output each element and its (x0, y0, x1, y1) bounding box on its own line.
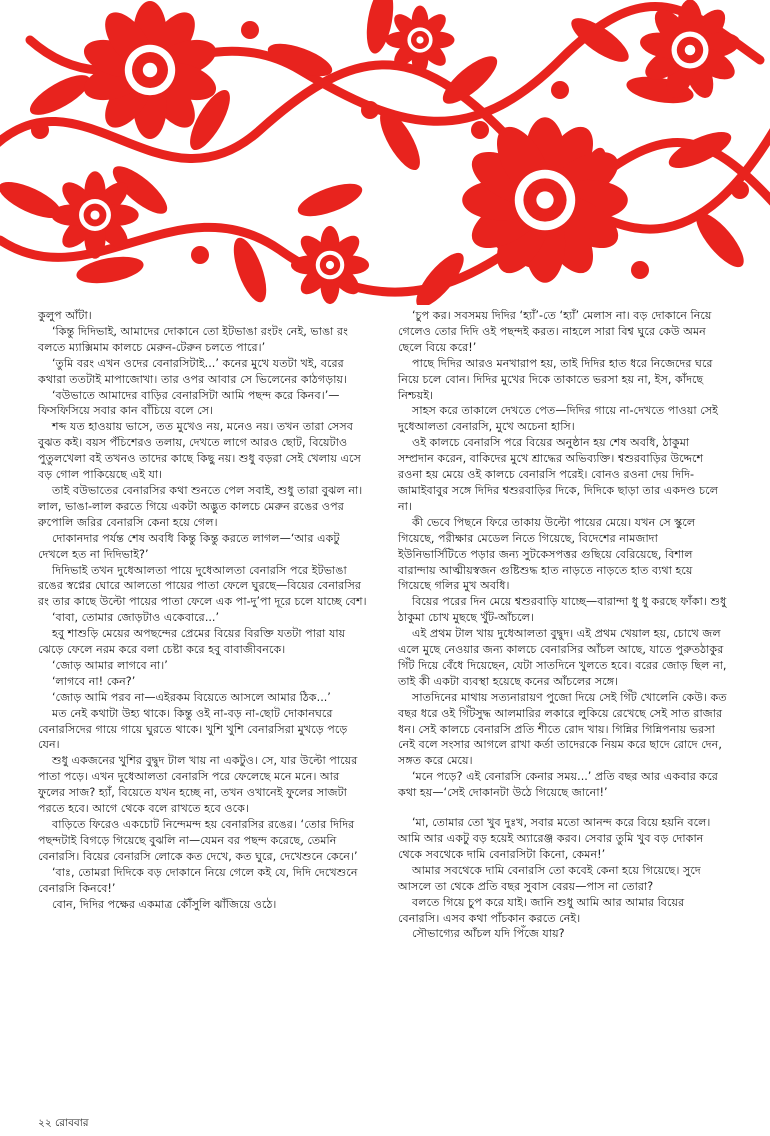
leaf (362, 0, 397, 56)
bud (361, 101, 379, 119)
flower-eye (143, 63, 157, 77)
paragraph: ‘জোড় আমার লাগবে না।’ (52, 658, 168, 672)
flower-eye (416, 36, 423, 43)
paragraph: আমার সবথেকে দামি বেনারসি তো কবেই কেনা হয়ে গিয়েছে। সুদে আসলে তা থেকে প্রতি বছর সুবাস বেরয়—পাস না তোরা? (398, 863, 701, 893)
paragraph: এই প্রথম টাল খায় দুধেআলতা বুদ্বুদ। এই প্রথম খেয়াল হয়, চোখে জল এলে মুছে নেওয়ার জন্য কালচে বেনারসির আঁচল আছে, যাতে পুরুতঠাকুর গিঁট দিয়ে বেঁধে দিয়েছেন, যেটা সাতদিনে খুলতে হবে। বরের জোড় ছিল না, তাই কী একটা ব্যবস্থা হয়েছে কনের আঁচলের সঙ্গে। (398, 627, 727, 688)
paragraph: ‘বাবা, তোমার জোড়টাও একেবারে...’ (52, 611, 220, 625)
bud (241, 21, 259, 39)
paragraph: সাতদিনের মাথায় সত্যনারায়ণ পুজো দিয়ে সেই গিঁট খোলেনি কেউ। কত বছর ধরে ওই গিঁটসুদ্ধ আলমারির লকারে লুকিয়ে রেখেছে সেই সাত রাজার ধন। সেই কালচে বেনারসি প্রতি শীতে রোদ খায়। গিন্নির গিন্নিপনায় ভরসা নেই বলে সংসার আগলে রাখা কর্তা তাদেরকে নিয়ম করে ছাদে রোদে দেন, সঙ্গত করে মেয়ে। (398, 690, 727, 768)
paragraph: শব্দ যত হাওয়ায় ভাসে, তত মুখেও নয়, মনেও নয়। তখন তারা সেসব বুঝত কই। বয়স পঁচিশেরও তলায়, দেখতে লাগে আরও ছোট, বিয়েটাও পুতুলখেলা বই তখনও তাদের কাছে কিছু নয়। শুধু বড়রা সেই খেলায় এসে বড় গোল পাকিয়েছে এই যা। (38, 420, 361, 482)
flower-eye (90, 210, 99, 219)
flower-eye (536, 191, 553, 208)
paragraph: ‘বাঃ, তোমরা দিদিকে বড় দোকানে নিয়ে গেলে কই যে, দিদি দেখেশুনে বেনারসি কিনবে!’ (38, 865, 358, 895)
paragraph: বিয়ের পরের দিন মেয়ে শ্বশুরবাড়ি যাচ্ছে—বারান্দা ধু ধু করছে ফাঁকা। শুধু ঠাকুমা চোখ মুছছে খুঁট-আঁচলে। (398, 595, 727, 625)
paragraph: মত নেই কথাটা উহ্য থাকে। কিন্তু ওই না-বড় না-ছোট দোকানঘরে বেনারসিদের গায়ে গায়ে ঘুরতে থাকে। খুশি খুশি বেনারসিরা মুখড়ে পড়ে যেন। (38, 706, 348, 752)
red-floral-motif (0, 0, 770, 305)
flower-eye (326, 261, 334, 269)
article-column-left (38, 308, 368, 912)
floral-embroidery-banner (0, 0, 770, 305)
flower-eye (685, 45, 696, 56)
paragraph: কুলুপ আঁটা। (38, 309, 92, 322)
paragraph: কী ভেবে পিছনে ফিরে তাকায় উল্টো পায়ের মেয়ে। যখন সে স্কুলে গিয়েছে, পরীক্ষার মেডেল নিতে গিয়েছে, বিদেশের নামজাদা ইউনিভার্সিটিতে পড়ার জন্য সুটকেসপত্তর গুছিয়ে বেরিয়েছে, বিশাল বারান্দায় আত্মীয়স্বজন গুষ্টিশুদ্ধ হাত নাড়তে নাড়তে হাত ব্যথা হয়ে গিয়েছে গলির মুখ অবধি। (398, 515, 696, 593)
leaf (25, 68, 96, 123)
bud (551, 81, 569, 99)
bud (731, 181, 749, 199)
paragraph: সাহস করে তাকালে দেখতে পেত—দিদির গায়ে না-দেখতে পাওয়া সেই দুধেআলতা বেনারসি, মুখে অচেনা হাসি। (398, 404, 718, 434)
paragraph: ‘কিন্তু দিদিভাই, আমাদের দোকানে তো ইটভাঙা রংটং নেই, ভাঙা রং বলতে ম্যাক্সিমাম কালচে মেরুন-টেরুন চলতে পারে।’ (38, 324, 348, 354)
paragraph: দোকানদার পর্যন্ত শেষ অবধি কিন্তু কিন্তু করতে লাগল—‘আর একটু দেখলে হত না দিদিভাই?’ (38, 531, 340, 561)
paragraph: ‘মনে পড়ে? এই বেনারসি কেনার সময়...’ প্রতি বছর আর একবার করে কথা হয়—‘সেই দোকানটা উঠে গিয়েছে জানো!’ (398, 770, 718, 800)
paragraph: ‘মা, তোমার তো খুব দুঃখ, সবার মতো আনন্দ করে বিয়ে হয়নি বলে। আমি আর একটু বড় হয়েই অ্যারেঞ্জ করব। সেবার তুমি খুব বড় দোকান থেকে সবথেকে দামি বেনারসিটা কিনো, কেমন!’ (398, 816, 711, 861)
paragraph: ‘বউভাতে আমাদের বাড়ির বেনারসিটা আমি পছন্দ করে কিনব।’—ফিসফিসিয়ে সবার কান বাঁচিয়ে বলে সে। (38, 388, 340, 418)
bud (631, 261, 649, 279)
paragraph: তাই বউভাতের বেনারসির কথা শুনতে পেল সবাই, শুধু তারা বুঝল না। লাল, ভাঙা-লাল করতে গিয়ে একটা অদ্ভুত কালচে মেরুন রঙের ওপর রুপোলি জরির বেনারসি কেনা হয়ে গেল। (38, 483, 363, 529)
leaf (294, 177, 366, 223)
bud (191, 246, 209, 264)
paragraph: ‘জোড় আমি পরব না—এইরকম বিয়েতে আসলে আমার ঠিক...’ (52, 690, 331, 704)
paragraph: ওই কালচে বেনারসি পরে বিয়ের অনুষ্ঠান হয় শেষ অবধি, ঠাকুমা সম্প্রদান করেন, বাকিদের মুখে শ্রাদ্ধের অভিব্যক্তি। শ্বশুরবাড়ির উদ্দেশে রওনা হয় মেয়ে ওই কালচে বেনারসি পরেই। বোনও রওনা দেয় দিদি-জামাইবাবুর সঙ্গে দিদির শ্বশুরবাড়ির দিকে, দিদিকে ছাড়া তার একদণ্ড চলে না। (398, 436, 719, 513)
paragraph: ‘চুপ কর। সবসময় দিদির ‘হ্যাঁ’-তে ‘হ্যাঁ’ মেলাস না। বড় দোকানে নিয়ে গেলেও তোর দিদি ওই পছন্দই করত। নাহলে সারা বিশ্ব ঘুরে কেউ অমন ছেলে বিয়ে করে!’ (398, 309, 712, 354)
bud (31, 121, 49, 139)
paragraph: হবু শাশুড়ি মেয়ের অপছন্দের প্রেমের বিয়ের বিরক্তি যতটা পারা যায় ঝেড়ে ফেলে নরম করে বলা চেষ্টা করে হবু বাবাজীবনকে। (38, 627, 346, 657)
paragraph: বলতে গিয়ে চুপ করে যাই। জানি শুধু আমি আর আমার বিয়ের বেনারসি। এসব কথা পাঁচকান করতে নেই। (398, 895, 685, 925)
paragraph: বোন, দিদির পক্ষের একমাত্র কৌঁসুলি ঝাঁজিয়ে ওঠে। (52, 897, 277, 911)
bud (471, 121, 489, 139)
article-column-right (398, 308, 728, 942)
leaf (689, 206, 751, 274)
page-folio: ২২ রোববার (38, 1117, 89, 1129)
paragraph: বাড়িতে ফিরেও একচোট নিন্দেমন্দ হয় বেনারসির রঙের। ‘তোর দিদির পছন্দটাই বিগড়ে গিয়েছে বুঝলি না—যেমন বর পছন্দ করেছে, তেমনি বেনারসি। বিয়ের বেনারসি লোকে কত দেখে, কত ঘুরে, দেখেশুনে কেনে।’ (38, 818, 358, 863)
paragraph: সৌভাগ্যের আঁচল যদি পিঁজে যায়? (412, 927, 565, 941)
paragraph: ‘তুমি বরং এখন ওদের বেনারসিটাই...’ কনের মুখে যতটা খই, বরের কথারা ততটাই মাপাজোখা। তার ওপর আবার সে ভিলেনের কাঠগড়ায়। (38, 356, 348, 386)
leaf (664, 125, 736, 175)
paragraph: শুধু একজনের খুশির বুদ্বুদ টাল খায় না একটুও। সে, যার উল্টো পায়ের পাতা পড়ে। এখন দুধেআলতা বেনারসি পরে ফেলেছে মনে মনে। আর ফুলের সাজ? হ্যাঁ, বিয়েতে যখন হচ্ছে না, তখন ওখানেই ফুলের সাজটা পরতে হবে। আগে থেকে বলে রাখতে হবে ওকে। (38, 754, 358, 816)
paragraph: ‘লাগবে না! কেন?’ (52, 674, 136, 688)
paragraph: দিদিভাই তখন দুধেআলতা পায়ে দুধেআলতা বেনারসি পরে ইটভাঙা রঙের স্বপ্নের ঘোরে আলতো পায়ের পাতা ফেলে ঘুরছে—বিয়ের বেনারসির রং তার কাছে উল্টো পায়ের পাতা ফেলে এক পা-দু’পা দূরে চলে যাচ্ছে বেশ। (38, 563, 367, 609)
paragraph: পাছে দিদির আরও মনখারাপ হয়, তাই দিদির হাত ধরে নিজেদের ঘরে নিয়ে চলে বোন। দিদির মুখের দিকে তাকাতে ভরসা হয় না, ইস, কাঁদছে নিশ্চয়ই। (398, 356, 713, 402)
